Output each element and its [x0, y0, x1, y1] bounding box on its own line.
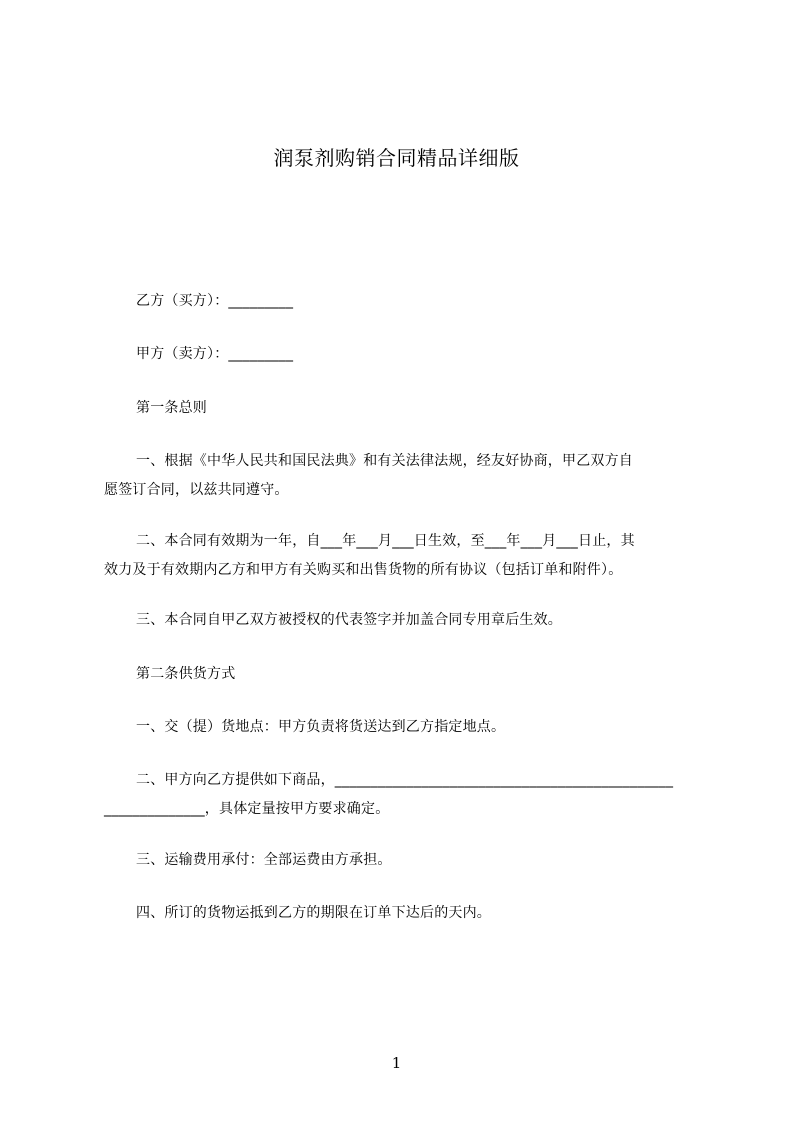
party-b-text: 乙方（买方）：_________ [136, 293, 294, 309]
article-2-item-3 [104, 846, 700, 875]
party-b-line [104, 287, 700, 316]
article-1-heading-text: 第一条总则 [136, 400, 207, 416]
article-2-heading-text: 第二条供货方式 [136, 666, 236, 682]
article-2-item-1-text: 一、交（提）货地点：甲方负责将货送达到乙方指定地点。 [136, 719, 506, 735]
party-a-text: 甲方（卖方）：_________ [136, 346, 294, 362]
article-2-heading [104, 660, 700, 689]
article-2-item-4 [104, 899, 700, 928]
article-1-item-3 [104, 606, 700, 635]
page-number: 1 [391, 1054, 402, 1072]
article-2-item-2-line-1: 二、甲方向乙方提供如下商品，_______________________________________________ [136, 772, 674, 788]
article-2-item-1 [104, 713, 700, 742]
article-1-item-2-line-2: 效力及于有效期内乙方和甲方有关购买和出售货物的所有协议（包括订单和附件）。 [104, 562, 623, 578]
document-title: 润泵剂购销合同精品详细版 [273, 146, 520, 170]
article-1-item-2-line-1: 二、本合同有效期为一年，自___年___月___日生效，至___年___月___日止，其 [136, 533, 635, 549]
article-2-item-2-line-2: ______________，具体定量按甲方要求确定。 [104, 801, 390, 817]
article-1-item-1-line-2: 愿签订合同，以兹共同遵守。 [104, 482, 289, 498]
article-2-item-2 [104, 766, 700, 824]
article-1-heading [104, 394, 700, 423]
article-1-item-3-text: 三、本合同自甲乙双方被授权的代表签字并加盖合同专用章后生效。 [136, 612, 562, 628]
article-2-item-4-text: 四、所订的货物运抵到乙方的期限在订单下达后的天内。 [136, 905, 491, 921]
article-1-item-1-line-1: 一、根据《中华人民共和国民法典》和有关法律法规，经友好协商，甲乙双方自 [136, 453, 633, 469]
article-1-item-2 [104, 527, 700, 585]
party-a-line [104, 340, 700, 369]
article-1-item-1 [104, 447, 700, 505]
article-2-item-3-text: 三、运输费用承付：全部运费由方承担。 [136, 852, 392, 868]
